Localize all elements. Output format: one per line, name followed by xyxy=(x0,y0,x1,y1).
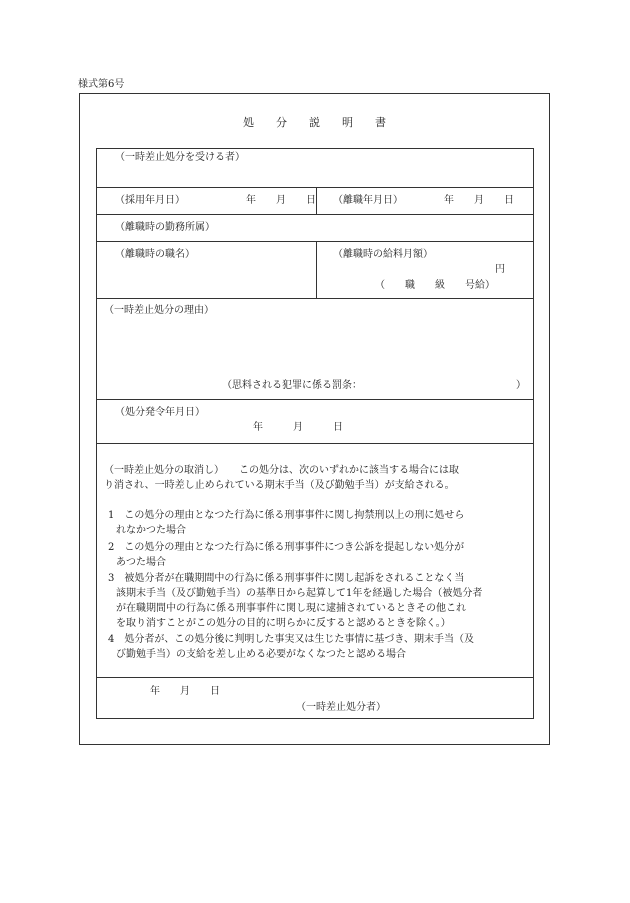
row-divider xyxy=(96,399,534,400)
condition-4-line: 4 処分者が、この処分後に判明した事実又は生じた事情に基づき、期末手当（及 xyxy=(108,634,474,645)
condition-4-line: び勤勉手当）の支給を差し止める必要がなくなつたと認める場合 xyxy=(116,649,406,660)
condition-1-line: れなかつた場合 xyxy=(116,525,186,536)
column-divider xyxy=(316,187,317,214)
retire-date-fields: 年 月 日 xyxy=(444,195,514,206)
hire-date-fields: 年 月 日 xyxy=(246,195,316,206)
row-divider xyxy=(96,443,534,444)
cancel-line: り消され、一時差し止められている期末手当（及び勤勉手当）が支給される。 xyxy=(104,480,455,491)
salary-grade: （ 職 級 号給） xyxy=(375,280,495,291)
footer-date-fields: 年 月 日 xyxy=(150,686,220,697)
penalty-note: （思料される犯罪に係る罰条： xyxy=(222,380,362,391)
position-label: （離職時の職名） xyxy=(115,249,195,260)
condition-2-line: 2 この処分の理由となつた行為に係る刑事事件につき公訴を提起しない処分が xyxy=(108,542,465,553)
condition-3-line: 該期末手当（及び勤勉手当）の基準日から起算して1年を経過した場合（被処分者 xyxy=(116,588,483,599)
form-number: 様式第6号 xyxy=(78,79,125,90)
issue-date-fields: 年 月 日 xyxy=(253,422,343,433)
row-divider xyxy=(96,187,534,188)
issuer-label: （一時差止処分者） xyxy=(296,702,386,713)
condition-3-line: が在職期間中の行為に係る刑事事件に関し現に逮捕されているときその他これ xyxy=(116,603,466,614)
penalty-close: ） xyxy=(516,380,526,391)
workplace-label: （離職時の勤務所属） xyxy=(115,222,215,233)
row-divider xyxy=(96,677,534,678)
row-divider xyxy=(96,214,534,215)
salary-unit: 円 xyxy=(495,264,505,275)
condition-3-line: を取り消すことがこの処分の目的に明らかに反すると認めるときを除く。） xyxy=(116,618,451,629)
hire-date-label: （採用年月日） xyxy=(115,195,185,206)
reason-label: （一時差止処分の理由） xyxy=(104,305,214,316)
cancel-line: （一時差止処分の取消し） この処分は、次のいずれかに該当する場合には取 xyxy=(104,465,459,476)
document-title: 処 分 説 明 書 xyxy=(243,116,386,129)
salary-label: （離職時の給料月額） xyxy=(333,249,433,260)
condition-1-line: 1 この処分の理由となつた行為に係る刑事事件に関し拘禁刑以上の刑に処せら xyxy=(108,510,465,521)
condition-2-line: あつた場合 xyxy=(116,557,166,568)
issue-date-label: （処分発令年月日） xyxy=(115,407,205,418)
row-divider xyxy=(96,298,534,299)
column-divider xyxy=(316,241,317,298)
retire-date-label: （離職年月日） xyxy=(333,195,403,206)
condition-3-line: 3 被処分者が在職期間中の行為に係る刑事事件に関し起訴をされることなく当 xyxy=(108,573,465,584)
person-label: （一時差止処分を受ける者） xyxy=(115,152,245,163)
row-divider xyxy=(96,241,534,242)
